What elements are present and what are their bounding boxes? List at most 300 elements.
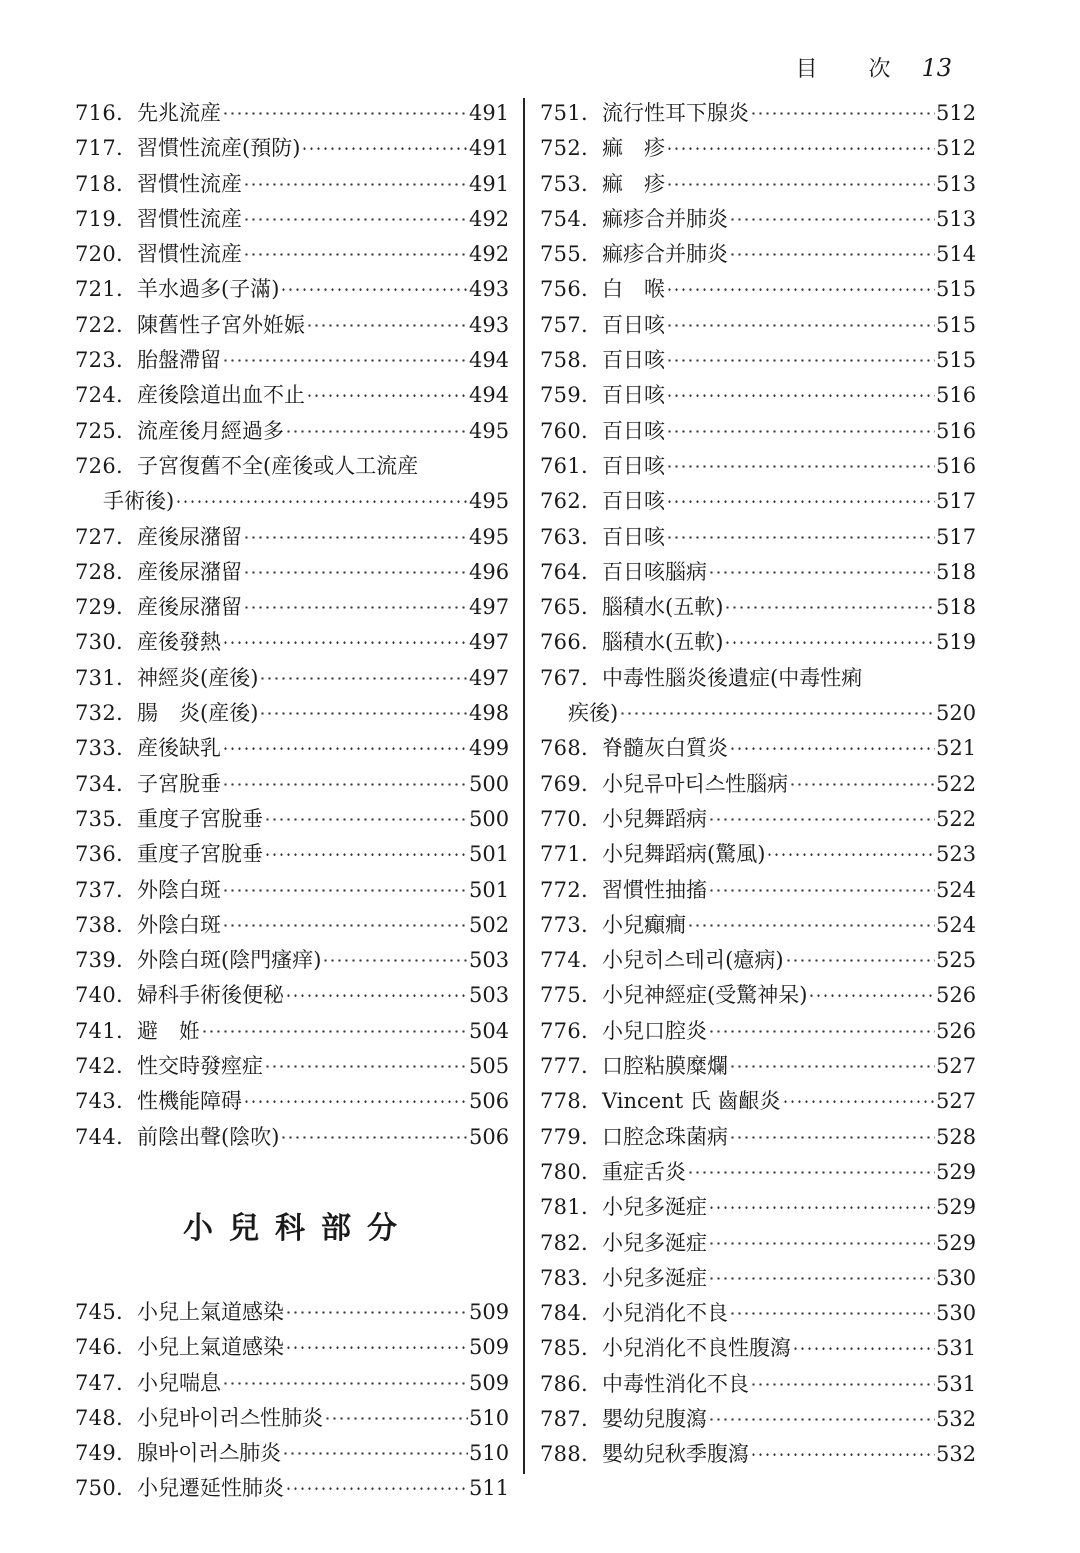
dot-leader	[222, 731, 468, 766]
entry-page: 516	[936, 383, 977, 408]
entry-title: 中毒性腦炎後遺症(中毒性痢	[602, 665, 863, 690]
entry-page: 510	[469, 1405, 510, 1430]
dot-leader	[729, 237, 935, 272]
entry-page: 491	[469, 101, 510, 125]
entry-number: 725.	[75, 418, 123, 443]
entry-number: 748.	[75, 1405, 123, 1430]
dot-leader	[708, 1190, 935, 1225]
entry-page: 526	[936, 983, 977, 1008]
entry-title: 産後陰道出血不止	[137, 383, 305, 408]
entry-page: 503	[469, 948, 510, 973]
dot-leader	[222, 1366, 468, 1401]
entry-page: 498	[469, 701, 510, 726]
entry-title: 避 姙	[137, 1018, 200, 1043]
entry-page: 529	[936, 1195, 977, 1220]
dot-leader	[666, 378, 935, 413]
toc-entry	[540, 343, 977, 378]
entry-page: 522	[936, 806, 977, 831]
entry-number: 734.	[75, 771, 123, 796]
toc-entry	[540, 1190, 977, 1225]
entry-title: 習慣性流産	[137, 206, 242, 231]
entry-title: 痲 疹	[602, 171, 665, 196]
entry-page: 517	[936, 489, 977, 514]
dot-leader	[708, 802, 935, 837]
toc-entry	[540, 1226, 977, 1261]
toc-entry	[540, 96, 977, 131]
toc-entry	[540, 1155, 977, 1190]
dot-leader	[259, 661, 468, 696]
entry-number: 743.	[75, 1089, 123, 1114]
toc-entry	[540, 908, 977, 943]
toc-entry	[540, 625, 977, 660]
dot-leader	[808, 978, 935, 1013]
toc-entry	[540, 1331, 977, 1366]
entry-number: 776.	[540, 1018, 588, 1043]
dot-leader	[750, 1367, 935, 1402]
entry-title: 百日咳	[602, 312, 665, 337]
toc-entry	[540, 943, 977, 978]
dot-leader	[729, 202, 935, 237]
dot-leader	[264, 802, 468, 837]
toc-entry	[75, 1401, 510, 1436]
entry-number: 728.	[75, 559, 123, 584]
entry-title: 子宮脫垂	[137, 771, 221, 796]
entry-title: 産後發熱	[137, 630, 221, 655]
entry-page: 521	[936, 736, 977, 761]
entry-number: 757.	[540, 312, 588, 337]
dot-leader	[708, 1014, 935, 1049]
entry-page: 502	[469, 912, 510, 937]
entry-page: 497	[469, 630, 510, 655]
entry-page: 492	[469, 206, 510, 231]
entry-number: 773.	[540, 912, 588, 937]
entry-title: 小兒바이러스性肺炎	[137, 1405, 324, 1430]
entry-title: 外陰白斑	[137, 912, 221, 937]
entry-number: 747.	[75, 1370, 123, 1395]
dot-leader	[243, 520, 468, 555]
toc-entry	[540, 555, 977, 590]
dot-leader	[666, 272, 935, 307]
dot-leader	[306, 308, 468, 343]
entry-title: 腸 炎(産後)	[137, 701, 259, 726]
dot-leader	[750, 1437, 935, 1472]
entry-number: 724.	[75, 383, 123, 408]
toc-entry	[540, 590, 977, 625]
entry-page: 509	[469, 1370, 510, 1395]
entry-title: 百日咳	[602, 453, 665, 478]
entry-number: 729.	[75, 595, 123, 620]
entry-title: 痲疹合并肺炎	[602, 242, 728, 267]
entry-title-continuation: 手術後)	[103, 489, 175, 514]
entry-page: 515	[936, 312, 977, 337]
entry-page: 495	[469, 418, 510, 443]
entry-page: 527	[936, 1054, 977, 1079]
entry-number: 720.	[75, 242, 123, 267]
dot-leader	[666, 520, 935, 555]
entry-number: 778.	[540, 1089, 588, 1114]
toc-entry	[540, 1367, 977, 1402]
entry-number: 751.	[540, 101, 588, 125]
entry-title: 小兒消化不良性腹瀉	[602, 1336, 791, 1361]
entry-title: 小兒上氣道感染	[137, 1335, 284, 1360]
toc-entry	[540, 308, 977, 343]
dot-leader	[708, 873, 935, 908]
entry-title: 小兒上氣道感染	[137, 1299, 284, 1324]
toc-entry	[75, 520, 510, 555]
entry-title: 小兒多涎症	[602, 1265, 707, 1290]
entry-number: 732.	[75, 701, 123, 726]
entry-title: 小兒류마티스性腦病	[602, 771, 789, 796]
entry-number: 727.	[75, 524, 123, 549]
dot-leader	[243, 1084, 468, 1119]
entry-number: 750.	[75, 1476, 123, 1501]
entry-title: 習慣性流産	[137, 242, 242, 267]
dot-leader	[222, 873, 468, 908]
toc-entry	[540, 1261, 977, 1296]
entry-title: 腦積水(五軟)	[602, 630, 724, 655]
entry-page: 499	[469, 736, 510, 761]
entry-page: 529	[936, 1230, 977, 1255]
entry-title: 腺바이러스肺炎	[137, 1441, 282, 1466]
entry-page: 513	[936, 206, 977, 231]
toc-entry	[75, 237, 510, 272]
entry-page: 512	[936, 136, 977, 161]
entry-number: 745.	[75, 1299, 123, 1324]
toc-entry	[75, 272, 510, 307]
entry-title: 前陰出聲(陰吹)	[137, 1124, 280, 1149]
dot-leader	[619, 696, 935, 731]
entry-page: 524	[936, 877, 977, 902]
dot-leader	[175, 484, 468, 519]
entry-page: 513	[936, 171, 977, 196]
dot-leader	[708, 555, 935, 590]
entry-number: 737.	[75, 877, 123, 902]
toc-list-pediatrics	[75, 1295, 510, 1507]
entry-number: 777.	[540, 1054, 588, 1079]
dot-leader	[789, 767, 935, 802]
entry-number: 772.	[540, 877, 588, 902]
dot-leader	[222, 343, 468, 378]
entry-page: 493	[469, 312, 510, 337]
entry-number: 784.	[540, 1301, 588, 1326]
toc-entry	[75, 1436, 510, 1471]
entry-title: 性交時發痙症	[137, 1054, 263, 1079]
entry-page: 532	[936, 1442, 977, 1467]
entry-number: 742.	[75, 1054, 123, 1079]
entry-number: 788.	[540, 1442, 588, 1467]
toc-entry	[540, 731, 977, 766]
entry-page: 530	[936, 1265, 977, 1290]
entry-number: 735.	[75, 806, 123, 831]
dot-leader	[750, 96, 935, 131]
entry-page: 493	[469, 277, 510, 302]
entry-number: 717.	[75, 136, 123, 161]
toc-entry	[75, 202, 510, 237]
entry-number: 752.	[540, 136, 588, 161]
entry-title: 百日咳	[602, 524, 665, 549]
dot-leader	[724, 625, 935, 660]
entry-number: 787.	[540, 1406, 588, 1431]
toc-entry	[75, 661, 510, 696]
toc-entry	[75, 590, 510, 625]
entry-title: 重度子宮脫垂	[137, 806, 263, 831]
toc-entry	[540, 414, 977, 449]
toc-entry	[75, 1366, 510, 1401]
dot-leader	[264, 837, 468, 872]
entry-title: 嬰幼兒秋季腹瀉	[602, 1442, 749, 1467]
entry-page: 495	[469, 489, 510, 514]
entry-title: 胎盤滯留	[137, 348, 221, 373]
entry-number: 731.	[75, 665, 123, 690]
entry-title: 口腔念珠菌病	[602, 1124, 728, 1149]
entry-number: 756.	[540, 277, 588, 302]
toc-entry	[75, 449, 505, 484]
entry-page: 501	[469, 877, 510, 902]
dot-leader	[243, 167, 468, 202]
entry-title: 性機能障碍	[137, 1089, 242, 1114]
entry-number: 767.	[540, 665, 588, 690]
dot-leader	[785, 943, 935, 978]
toc-right-column	[540, 96, 977, 1473]
entry-number: 754.	[540, 206, 588, 231]
entry-title: 羊水過多(子滿)	[137, 277, 280, 302]
dot-leader	[687, 1155, 935, 1190]
entry-number: 749.	[75, 1441, 123, 1466]
entry-page: 497	[469, 665, 510, 690]
toc-entry	[540, 1120, 977, 1155]
entry-number: 775.	[540, 983, 588, 1008]
toc-entry	[75, 378, 510, 413]
entry-number: 765.	[540, 595, 588, 620]
entry-page: 514	[936, 242, 977, 267]
toc-entry	[540, 202, 977, 237]
entry-number: 764.	[540, 559, 588, 584]
toc-entry	[75, 1084, 510, 1119]
entry-title: 重症舌炎	[602, 1159, 686, 1184]
toc-entry	[75, 414, 510, 449]
section-heading-pediatrics: 小兒科部分	[183, 1210, 413, 1246]
dot-leader	[322, 943, 468, 978]
entry-page: 531	[936, 1336, 977, 1361]
toc-entry	[540, 131, 977, 166]
entry-number: 744.	[75, 1124, 123, 1149]
entry-number: 766.	[540, 630, 588, 655]
dot-leader	[222, 767, 468, 802]
entry-number: 769.	[540, 771, 588, 796]
dot-leader	[222, 908, 468, 943]
entry-title: 先兆流産	[137, 101, 221, 125]
entry-page: 531	[936, 1371, 977, 1396]
entry-number: 768.	[540, 736, 588, 761]
entry-title: 百日咳	[602, 383, 665, 408]
dot-leader	[201, 1014, 468, 1049]
toc-entry	[540, 272, 977, 307]
entry-page: 516	[936, 453, 977, 478]
dot-leader	[243, 555, 468, 590]
entry-page: 506	[469, 1124, 510, 1149]
toc-entry	[540, 520, 977, 555]
entry-page: 496	[469, 559, 510, 584]
entry-title: 痲疹合并肺炎	[602, 206, 728, 231]
toc-entry	[75, 131, 510, 166]
entry-number: 758.	[540, 348, 588, 373]
toc-entry	[75, 343, 510, 378]
entry-page: 509	[469, 1335, 510, 1360]
entry-page: 517	[936, 524, 977, 549]
dot-leader	[782, 1084, 935, 1119]
dot-leader	[724, 590, 935, 625]
toc-entry	[75, 1049, 510, 1084]
toc-entry	[540, 449, 977, 484]
dot-leader	[666, 449, 935, 484]
entry-number: 760.	[540, 418, 588, 443]
dot-leader	[243, 202, 468, 237]
entry-title: 子宮復舊不全(産後或人工流産	[137, 453, 419, 478]
entry-title: 神經炎(産後)	[137, 665, 259, 690]
entry-number: 738.	[75, 912, 123, 937]
entry-number: 721.	[75, 277, 123, 302]
entry-page: 516	[936, 418, 977, 443]
entry-page: 518	[936, 559, 977, 584]
entry-page: 497	[469, 595, 510, 620]
entry-title: 小兒多涎症	[602, 1195, 707, 1220]
toc-entry	[540, 1014, 977, 1049]
toc-entry	[75, 1014, 510, 1049]
entry-number: 719.	[75, 206, 123, 231]
entry-number: 718.	[75, 171, 123, 196]
toc-entry	[75, 1295, 510, 1330]
entry-title: 小兒癲癎	[602, 912, 686, 937]
entry-number: 733.	[75, 736, 123, 761]
dot-leader	[708, 1402, 935, 1437]
entry-number: 726.	[75, 453, 123, 478]
entry-title: 中毒性消化不良	[602, 1371, 749, 1396]
dot-leader	[708, 1226, 935, 1261]
entry-page: 528	[936, 1124, 977, 1149]
toc-entry-continuation	[540, 696, 977, 731]
dot-leader	[280, 272, 468, 307]
toc-entry	[540, 837, 977, 872]
entry-number: 755.	[540, 242, 588, 267]
toc-entry	[75, 943, 510, 978]
entry-title: 百日咳	[602, 348, 665, 373]
toc-entry	[75, 873, 510, 908]
entry-page: 511	[469, 1476, 510, 1501]
entry-title: 百日咳腦病	[602, 559, 707, 584]
entry-page: 524	[936, 912, 977, 937]
entry-title: 小兒口腔炎	[602, 1018, 707, 1043]
entry-number: 785.	[540, 1336, 588, 1361]
entry-title: 習慣性抽搐	[602, 877, 707, 902]
entry-page: 505	[469, 1054, 510, 1079]
dot-leader	[301, 131, 468, 166]
toc-entry	[540, 378, 977, 413]
dot-leader	[666, 343, 935, 378]
entry-page: 525	[936, 948, 977, 973]
toc-list-obstetrics	[75, 96, 510, 1155]
entry-page: 509	[469, 1299, 510, 1324]
dot-leader	[285, 1330, 468, 1365]
toc-entry	[540, 802, 977, 837]
dot-leader	[729, 1120, 935, 1155]
entry-number: 730.	[75, 630, 123, 655]
entry-title: 痲 疹	[602, 136, 665, 161]
toc-entry	[75, 1330, 510, 1365]
entry-title: 口腔粘膜糜爛	[602, 1054, 728, 1079]
toc-entry	[540, 167, 977, 202]
toc-entry	[540, 484, 977, 519]
entry-title: Vincent 氏 齒齦炎	[602, 1089, 781, 1114]
dot-leader	[285, 1471, 468, 1506]
entry-title: 百日咳	[602, 418, 665, 443]
entry-number: 771.	[540, 842, 588, 867]
dot-leader	[666, 308, 935, 343]
dot-leader	[259, 696, 468, 731]
entry-number: 753.	[540, 171, 588, 196]
entry-number: 774.	[540, 948, 588, 973]
entry-page: 526	[936, 1018, 977, 1043]
entry-page: 503	[469, 983, 510, 1008]
entry-page: 523	[936, 842, 977, 867]
toc-entry	[75, 1120, 510, 1155]
dot-leader	[324, 1401, 468, 1436]
entry-page: 504	[469, 1018, 510, 1043]
toc-entry	[540, 873, 977, 908]
entry-number: 722.	[75, 312, 123, 337]
entry-page: 510	[469, 1441, 510, 1466]
entry-title: 習慣性流産(預防)	[137, 136, 301, 161]
entry-page: 519	[936, 630, 977, 655]
entry-title: 小兒舞蹈病(驚風)	[602, 842, 766, 867]
entry-page: 530	[936, 1301, 977, 1326]
toc-entry	[75, 767, 510, 802]
entry-title: 腦積水(五軟)	[602, 595, 724, 620]
entry-page: 515	[936, 277, 977, 302]
entry-title: 陳舊性子宮外姙娠	[137, 312, 305, 337]
entry-title: 外陰白斑(陰門瘙痒)	[137, 948, 322, 973]
dot-leader	[766, 837, 935, 872]
page-number: 13	[921, 54, 952, 82]
dot-leader	[222, 96, 468, 131]
entry-page: 500	[469, 771, 510, 796]
dot-leader	[666, 131, 935, 166]
entry-number: 781.	[540, 1195, 588, 1220]
entry-title: 小兒喘息	[137, 1370, 221, 1395]
entry-number: 723.	[75, 348, 123, 373]
dot-leader	[306, 378, 468, 413]
dot-leader	[729, 1049, 935, 1084]
entry-title: 習慣性流産	[137, 171, 242, 196]
toc-entry	[75, 908, 510, 943]
toc-entry	[540, 978, 977, 1013]
entry-page: 491	[469, 171, 510, 196]
toc-entry	[540, 1437, 977, 1472]
toc-entry	[75, 625, 510, 660]
toc-entry	[540, 1296, 977, 1331]
toc-entry	[75, 802, 510, 837]
entry-number: 739.	[75, 948, 123, 973]
dot-leader	[285, 978, 468, 1013]
entry-page: 494	[469, 383, 510, 408]
entry-title-continuation: 疾後)	[568, 701, 619, 726]
entry-number: 780.	[540, 1159, 588, 1184]
entry-title: 産後缺乳	[137, 736, 221, 761]
entry-number: 736.	[75, 842, 123, 867]
entry-page: 522	[936, 771, 977, 796]
column-divider	[523, 98, 525, 1474]
entry-title: 外陰白斑	[137, 877, 221, 902]
entry-number: 786.	[540, 1371, 588, 1396]
